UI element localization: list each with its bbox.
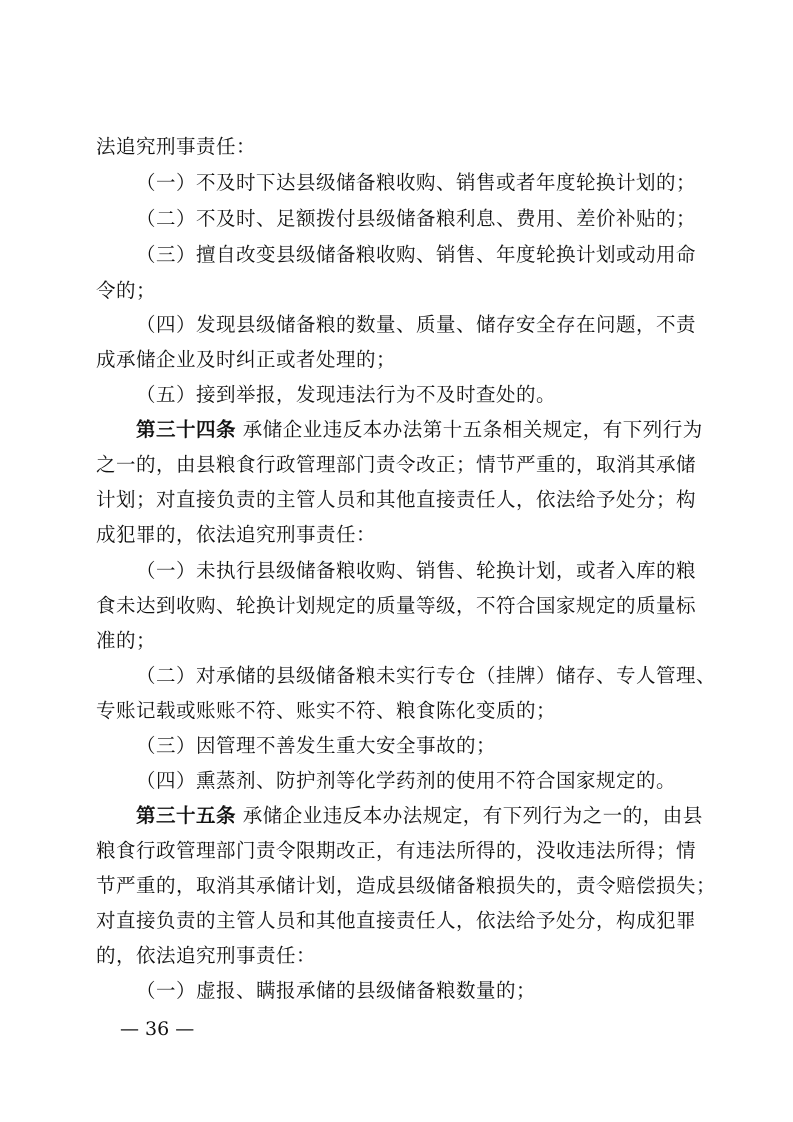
text-line: （一）虚报、瞒报承储的县级储备粮数量的； — [136, 979, 537, 1002]
text-line: 令的； — [96, 279, 157, 302]
text-line: 的，依法追究刑事责任： — [96, 944, 317, 967]
text-line: 之一的，由县粮食行政管理部门责令改正；情节严重的，取消其承储 — [96, 453, 697, 476]
text-line: 计划；对直接负责的主管人员和其他直接责任人，依法给予处分；构 — [96, 488, 697, 511]
article-heading: 第三十四条 — [136, 418, 237, 441]
text-line: （一）未执行县级储备粮收购、销售、轮换计划，或者入库的粮 — [136, 559, 697, 582]
article-34-line — [136, 415, 703, 445]
text-line: 对直接负责的主管人员和其他直接责任人，依法给予处分，构成犯罪 — [96, 909, 697, 932]
page-number: — 36 — — [120, 1018, 195, 1040]
text-line: 专账记载或账账不符、账实不符、粮食陈化变质的； — [96, 699, 557, 722]
text-line: 粮食行政管理部门责令限期改正，有违法所得的，没收违法所得；情 — [96, 839, 697, 862]
text-line: （一）不及时下达县级储备粮收购、销售或者年度轮换计划的； — [136, 171, 697, 194]
text-line: （二）不及时、足额拨付县级储备粮利息、费用、差价补贴的； — [136, 207, 697, 230]
text-line: 成承储企业及时纠正或者处理的； — [96, 348, 397, 371]
text-line: （二）对承储的县级储备粮未实行专仓（挂牌）储存、专人管理、 — [136, 664, 717, 687]
text-line: （三）因管理不善发生重大安全事故的； — [136, 734, 497, 757]
article-35-line — [136, 801, 703, 831]
text-line: 承储企业违反本办法规定，有下列行为之一的，由县 — [242, 804, 703, 827]
text-line: 食未达到收购、轮换计划规定的质量等级，不符合国家规定的质量标 — [96, 594, 697, 617]
article-heading: 第三十五条 — [136, 804, 237, 827]
text-line: （三）擅自改变县级储备粮收购、销售、年度轮换计划或动用命 — [136, 243, 697, 266]
text-line: 准的； — [96, 629, 157, 652]
text-line: 法追究刑事责任： — [96, 135, 257, 158]
text-line: （五）接到举报，发现违法行为不及时查处的。 — [136, 383, 557, 406]
text-line: （四）发现县级储备粮的数量、质量、储存安全存在问题，不责 — [136, 313, 697, 336]
text-line: 节严重的，取消其承储计划，造成县级储备粮损失的，责令赔偿损失； — [96, 874, 717, 897]
text-line: （四）熏蒸剂、防护剂等化学药剂的使用不符合国家规定的。 — [136, 769, 677, 792]
text-line: 承储企业违反本办法第十五条相关规定，有下列行为 — [242, 418, 703, 441]
text-line: 成犯罪的，依法追究刑事责任： — [96, 523, 377, 546]
